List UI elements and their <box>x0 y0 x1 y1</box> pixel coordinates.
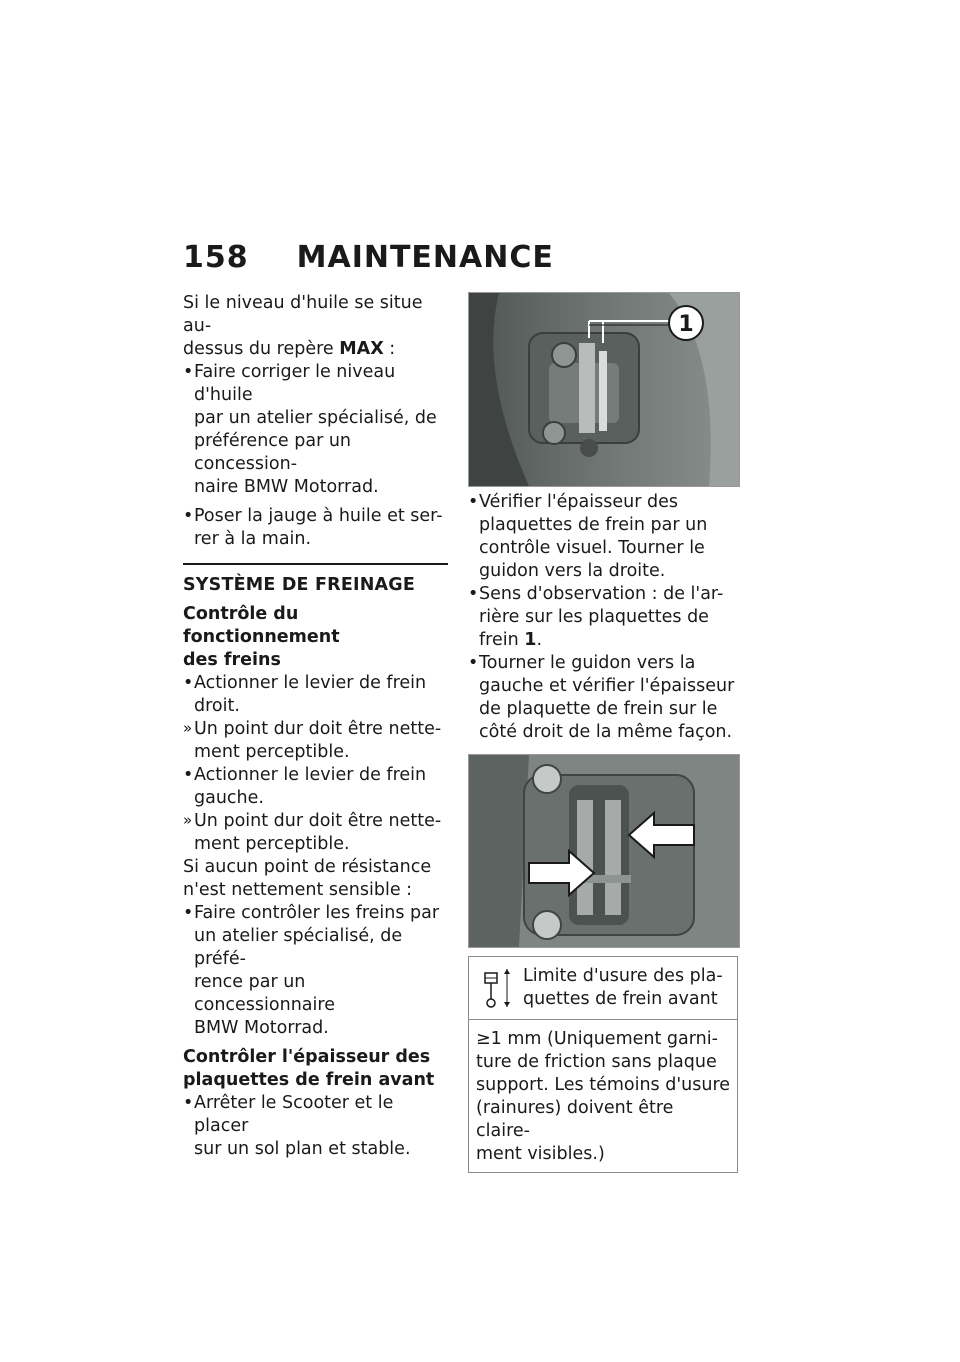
result-left-lever: » Un point dur doit être nette- ment perceptible. <box>183 810 448 856</box>
bullet-dipstick: • Poser la jauge à huile et ser- rer à la main. <box>183 505 448 551</box>
bullet-left-lever: • Actionner le levier de frein gauche. <box>183 764 448 810</box>
brake-function-subheading: Contrôle du fonctionnement des freins <box>183 604 340 670</box>
bullet-visual-check: • Vérifier l'épaisseur des plaquettes de frein par un contrôle visuel. Tourner le guidon vers la droite. <box>468 491 738 583</box>
section-divider <box>183 563 448 565</box>
left-column <box>183 292 448 1161</box>
result-right-lever: » Un point dur doit être nette- ment perceptible. <box>183 718 448 764</box>
callout-number: 1 <box>678 312 694 337</box>
spec-value: ≥1 mm (Uniquement garni- ture de friction sans plaque support. Les témoins d'usure (rainures) doivent être claire- ment visibles.) <box>476 1029 731 1164</box>
section-title: MAINTENANCE <box>296 240 554 275</box>
brake-caliper-rear-view-photo <box>468 292 740 487</box>
spec-header: Limite d'usure des pla- quettes de frein avant <box>469 957 737 1020</box>
bullet-park-scooter: • Arrêter le Scooter et le placer sur un sol plan et stable. <box>183 1092 448 1161</box>
right-column <box>468 292 738 1173</box>
page-header <box>183 240 554 280</box>
bullet-left-side-check: • Tourner le guidon vers la gauche et vérifier l'épaisseur de plaquette de frein sur le côté droit de la même façon. <box>468 652 738 744</box>
spec-table-wear-limit <box>468 956 738 1173</box>
brake-system-heading: SYSTÈME DE FREINAGE <box>183 575 416 595</box>
intro-text: Si le niveau d'huile se situe au- dessus du repère MAX : <box>183 293 423 359</box>
bullet-right-lever: • Actionner le levier de frein droit. <box>183 672 448 718</box>
brake-pad-subheading: Contrôler l'épaisseur des plaquettes de frein avant <box>183 1047 435 1090</box>
page-number: 158 <box>183 240 249 275</box>
bullet-observation-direction: • Sens d'observation : de l'ar- rière sur les plaquettes de frein 1. <box>468 583 738 652</box>
brake-pad-wear-icon <box>479 965 517 1011</box>
brake-pads-arrows-photo <box>468 754 740 948</box>
max-mark: MAX <box>339 339 384 359</box>
condition-no-resistance: Si aucun point de résistance n'est nettement sensible : <box>183 857 432 900</box>
bullet-oil-correction: • Faire corriger le niveau d'huile par un atelier spécialisé, de préférence par un concession- naire BMW Motorrad. <box>183 361 448 499</box>
bullet-workshop-check: • Faire contrôler les freins par un atelier spécialisé, de préfé- rence par un concessionnaire BMW Motorrad. <box>183 902 448 1040</box>
